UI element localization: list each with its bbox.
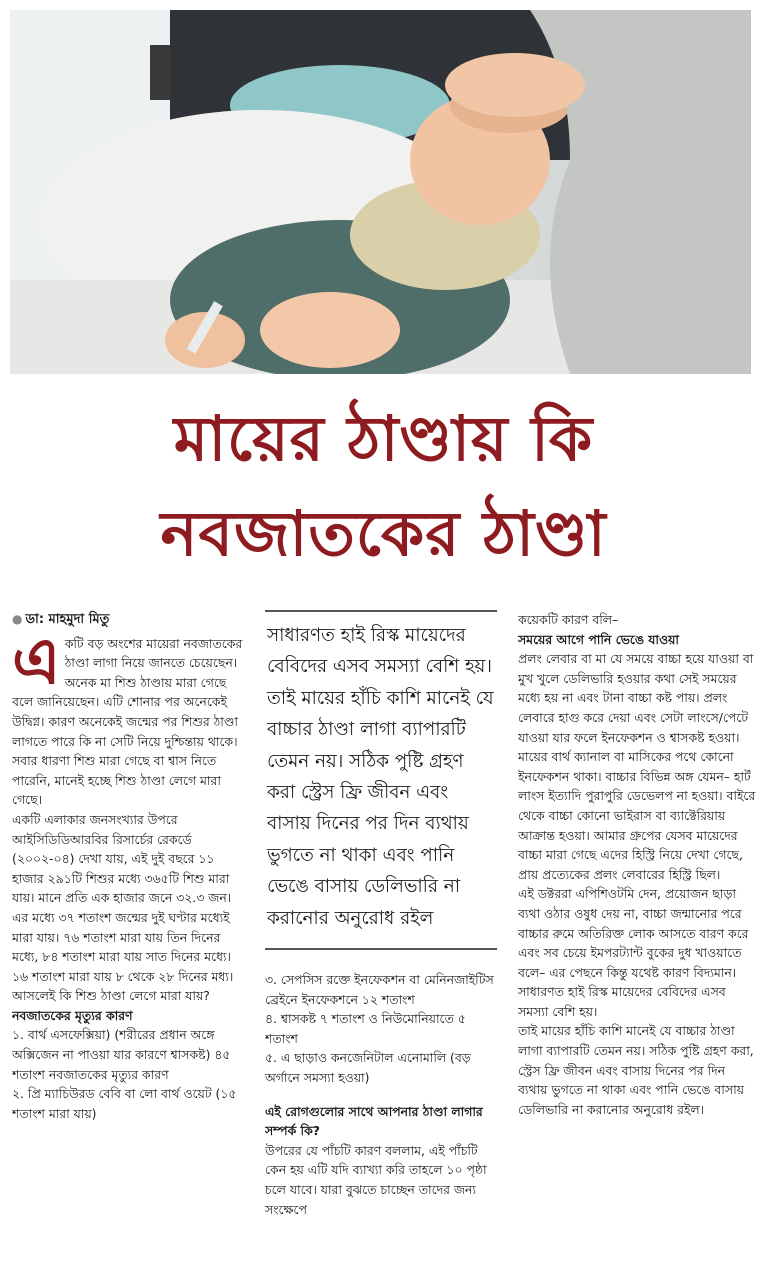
- intro-text: কটি বড় অংশের মায়েরা নবজাতকের ঠাণ্ডা লাগা নিয়ে জানতে চেয়েছেন। অনেক মা শিশু ঠাণ্ডায় মারা গেছে বলে জানিয়েছেন। এটি শোনার পর অনেকেই উদ্বিগ্ন। কারণ অনেকেই জন্মের পর শিশুর ঠাণ্ডা লাগতে পারে কি না সেটি নিয়ে দুশ্চিন্তায় থাকে। সবার ধারণা শিশু মারা গেছে বা শ্বাস নিতে পারেনি, মানেই হচ্ছে শিশু ঠাণ্ডা লেগে মারা গেছে।: [12, 635, 243, 808]
- section-heading: নবজাতকের মৃত্যুর কারণ: [12, 1007, 133, 1023]
- paragraph: উপরের যে পাঁচটি কারণ বললাম, এই পাঁচটি কেন হয় এটি যদি ব্যাখ্যা করি তাহলে ১০ পৃষ্ঠা চলে যাবে। যারা বুঝতে চাচ্ছেন তাদের জন্য সংক্ষেপে: [265, 1142, 487, 1217]
- paragraph: এর মধ্যে ৩৭ শতাংশ জন্মের দুই ঘণ্টার মধ্যেই মারা যায়। ৭৬ শতাংশ মারা যায় তিন দিনের মধ্যে, ৮৪ শতাংশ মারা যায় সাত দিনের মধ্যে। ১৬ শতাংশ মারা যায় ৮ থেকে ২৮ দিনের মধ্য। আসলেই কি শিশু ঠাণ্ডা লেগে মারা যায়?: [12, 909, 234, 1004]
- pull-quote: সাধারণত হাই রিস্ক মায়েদের বেবিদের এসব সমস্যা বেশি হয়। তাই মায়ের হাঁচি কাশি মানেই যে বাচ্চার ঠাণ্ডা লাগা ব্যাপারটি তেমন নয়। সঠিক পুষ্টি গ্রহণ করা স্ট্রেস ফ্রি জীবন এবং বাসায় দিনের পর দিন ব্যথায় ভুগতে না থাকা এবং পানি ভেঙে বাসায় ডেলিভারি না করানোর অনুরোধ রইল: [265, 610, 497, 950]
- paragraph: তাই মায়ের হাঁচি কাশি মানেই যে বাচ্চার ঠাণ্ডা লাগা ব্যাপারটি তেমন নয়। সঠিক পুষ্টি গ্রহণ করা, স্ট্রেস ফ্রি জীবন এবং বাসায় দিনের পর দিন ব্যথায় ভুগতে না থাকা এবং পানি ভেঙে বাসায় ডেলিভারি না করানোর অনুরোধ রইল।: [518, 1023, 754, 1117]
- photo-mother-child-fever-icon: [10, 10, 751, 374]
- section-heading: সময়ের আগে পানি ভেঙে যাওয়া: [518, 631, 679, 647]
- paragraph: সাধারণত হাই রিস্ক মায়েদের বেবিদের এসব সমস্যা বেশি হয়।: [518, 984, 726, 1019]
- section-question: এই রোগগুলোর সাথে আপনার ঠাণ্ডা লাগার সম্পর্ক কি?: [265, 1103, 483, 1139]
- hero-photo: [10, 10, 751, 374]
- list-item: ১. বার্থ এসফেক্সিয়া) (শরীরের প্রধান অঙ্গে অক্সিজেন না পাওয়া যার কারণে শ্বাসকষ্ট) ৪৫ শতাংশ নবজাতকের মৃত্যুর কারণ: [12, 1027, 231, 1082]
- paragraph: এই ডক্টররা এপিশিওটমি দেন, প্রয়োজন ছাড়া ব্যথা ওঠার ওষুধ দেয় না, বাচ্চা জন্মানোর পরে বাচ্চার রুমে অতিরিক্ত লোক আসতে বারণ করে এবং সব চেয়ে ইমপরট্যান্ট বুকের দুধ খাওয়াতে বলে– এর পেছনে কিন্তু যথেষ্ট কারণ বিদ্যমান।: [518, 886, 749, 980]
- column-2: [265, 610, 497, 1270]
- column-3: [518, 610, 758, 1270]
- list-item: ২. প্রি ম্যাচিউরড বেবি বা লো বার্থ ওয়েট (১৫ শতাংশ মারা যায়): [12, 1086, 237, 1121]
- list-item: ৩. সেপসিস রক্তে ইনফেকশন বা মেনিনজাইটিস ব্রেইনে ইনফেকশনে ১২ শতাংশ: [265, 972, 494, 1007]
- headline-line-1: মায়ের ঠাণ্ডায় কি: [173, 402, 594, 475]
- drop-cap: এ: [12, 623, 61, 699]
- headline-line-2: নবজাতকের ঠাণ্ডা: [160, 497, 607, 570]
- author-name: ডা: মাহমুদা মিতু: [25, 612, 110, 627]
- byline: [12, 610, 248, 630]
- paragraph: একটি এলাকার জনসংখ্যার উপরে আইসিডিডিআরবির রিসার্চের রেকর্ডে (২০০২-০৪) দেখা যায়, এই দুই বছরে ১১ হাজার ২৯১টি শিশুর মধ্যে ৩৬৫টি শিশু মারা যায়। মানে প্রতি এক হাজার জনে ৩২.৩ জন।: [12, 811, 232, 906]
- list-item: ৫. এ ছাড়াও কনজেনিটাল এনোমালি (বড় অর্গানে সমস্যা হওয়া): [265, 1050, 471, 1086]
- bullet-icon: ●: [12, 612, 23, 626]
- list-item: ৪. শ্বাসকষ্ট ৭ শতাংশ ও নিউমোনিয়াতে ৫ শতাংশ: [265, 1011, 466, 1046]
- paragraph: প্রলং লেবার বা মা যে সময়ে বাচ্চা হয়ে যাওয়া বা মুখ খুলে ডেলিভারি হওয়ার কথা সেই সময়ের মধ্যে হয় না এবং টানা বাচ্চা কষ্ট পায়। প্রলং লেবারে হাগু করে দেয়া এবং সেটা লাংসে/পেটে যাওয়া যার ফলে ইনফেকশন ও শ্বাসকষ্ট হওয়া। মায়ের বার্থ ক্যানাল বা মাসিকের পথে কোনো ইনফেকশন থাকা। বাচ্চার বিভিন্ন অঙ্গ যেমন– হার্ট লাংস ইত্যাদি পুরাপুরি ডেভেলপ না হওয়া। বাইরে থেকে বাচ্চা কোনো ভাইরাস বা ব্যাক্টেরিয়ায় আক্রান্ত হওয়া। আমার গ্রুপের যেসব মায়েদের বাচ্চা মারা গেছে এদের হিস্ট্রি নিয়ে দেখা গেছে, প্রায় প্রত্যেকের প্রলং লেবারের হিস্ট্রি ছিল।: [518, 651, 756, 882]
- lead-line: কয়েকটি কারণ বলি–: [518, 612, 619, 627]
- column-1: [12, 610, 248, 1270]
- intro-paragraph: [12, 623, 248, 810]
